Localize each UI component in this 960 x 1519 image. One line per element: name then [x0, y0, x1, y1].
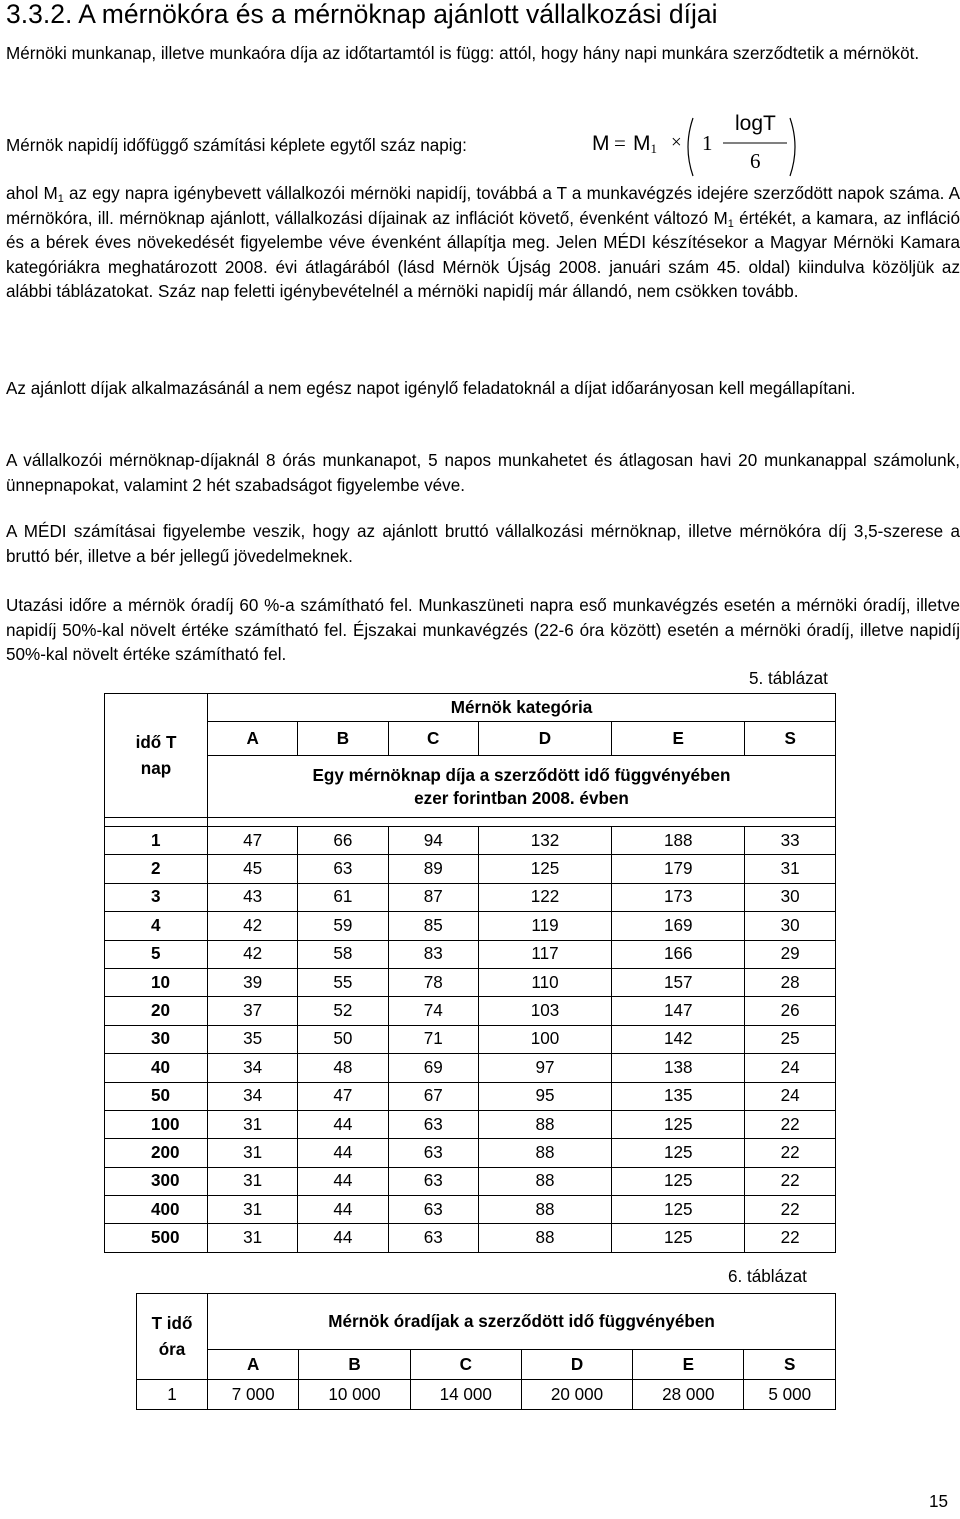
day-rate-cell: 122 — [478, 883, 611, 911]
section-heading: 3.3.2. A mérnökóra és a mérnöknap ajánlott vállalkozási díjai — [6, 0, 718, 29]
day-rate-cell: 30 — [745, 883, 836, 911]
day-rate-cell: 45 — [208, 855, 298, 883]
day-rate-cell: 169 — [612, 912, 745, 940]
day-rate-cell: 88 — [478, 1224, 611, 1252]
day-rate-cell: 88 — [478, 1139, 611, 1167]
table-row — [105, 1082, 836, 1110]
day-rate-cell: 44 — [298, 1167, 388, 1195]
time-days-header: idő T nap — [105, 694, 208, 818]
day-rate-cell: 48 — [298, 1054, 388, 1082]
prorata-paragraph: Az ajánlott díjak alkalmazásánál a nem egész napot igénylő feladatoknál a díjat időarányosan kell megállapítani. — [6, 379, 856, 398]
time-days-cell: 400 — [105, 1196, 208, 1224]
day-rate-cell: 61 — [298, 883, 388, 911]
day-rate-cell: 28 — [745, 968, 836, 996]
day-rate-cell: 59 — [298, 912, 388, 940]
day-rate-cell: 33 — [745, 827, 836, 855]
day-rate-cell: 58 — [298, 940, 388, 968]
table-row — [105, 912, 836, 940]
hourly-rate-row — [137, 1380, 836, 1410]
formula-one: 1 — [702, 131, 713, 155]
day-rate-cell: 31 — [208, 1196, 298, 1224]
time-days-cell: 500 — [105, 1224, 208, 1252]
day-rate-cell: 142 — [612, 1025, 745, 1053]
day-rate-cell: 29 — [745, 940, 836, 968]
table-row — [105, 968, 836, 996]
day-rate-cell: 44 — [298, 1224, 388, 1252]
category-b-header: B — [298, 722, 388, 756]
day-rate-cell: 157 — [612, 968, 745, 996]
day-rate-cell: 97 — [478, 1054, 611, 1082]
day-rate-cell: 88 — [478, 1196, 611, 1224]
table6-caption: 6. táblázat — [728, 1267, 807, 1286]
hourly-category-e-header: E — [633, 1350, 744, 1380]
day-rate-cell: 26 — [745, 997, 836, 1025]
hourly-category-c-header: C — [410, 1350, 521, 1380]
day-rate-cell: 44 — [298, 1196, 388, 1224]
hourly-rate-cell: 7 000 — [208, 1380, 299, 1410]
workday-paragraph: A vállalkozói mérnöknap-díjaknál 8 órás munkanapot, 5 napos munkahetet és átlagosan havi 20 munkanappal számolunk, ünnepnapokat, valamint 2 hét szabadságot figyelembe véve. — [6, 451, 960, 495]
day-rate-cell: 31 — [208, 1110, 298, 1138]
day-rate-cell: 42 — [208, 940, 298, 968]
table5-caption: 5. táblázat — [749, 669, 828, 688]
table-row — [105, 855, 836, 883]
day-rate-cell: 22 — [745, 1196, 836, 1224]
day-rate-cell: 22 — [745, 1167, 836, 1195]
table-row — [105, 1054, 836, 1082]
day-rate-cell: 67 — [388, 1082, 478, 1110]
day-rate-cell: 37 — [208, 997, 298, 1025]
day-rate-cell: 110 — [478, 968, 611, 996]
day-rate-cell: 63 — [388, 1110, 478, 1138]
formula-equals: = — [614, 131, 626, 155]
time-days-cell: 300 — [105, 1167, 208, 1195]
day-rate-cell: 35 — [208, 1025, 298, 1053]
time-days-cell: 30 — [105, 1025, 208, 1053]
day-rate-cell: 47 — [298, 1082, 388, 1110]
time-days-cell: 5 — [105, 940, 208, 968]
day-rate-cell: 24 — [745, 1082, 836, 1110]
time-days-cell: 50 — [105, 1082, 208, 1110]
time-days-cell: 20 — [105, 997, 208, 1025]
table-row — [105, 1196, 836, 1224]
hourly-rate-cell: 5 000 — [744, 1380, 836, 1410]
hourly-rate-cell: 14 000 — [410, 1380, 521, 1410]
day-rate-cell: 52 — [298, 997, 388, 1025]
day-rate-cell: 125 — [612, 1110, 745, 1138]
formula-lhs: M — [592, 132, 610, 155]
day-rate-cell: 30 — [745, 912, 836, 940]
day-rate-cell: 63 — [388, 1196, 478, 1224]
hourly-time-cell: 1 — [137, 1380, 208, 1410]
day-rate-table-body — [105, 827, 836, 1253]
surcharge-paragraph: Utazási időre a mérnök óradíj 60 %-a számítható fel. Munkaszüneti napra eső munkavégzés esetén a mérnöki óradíj, illetve napidíj 50%-kal növelt értéke számítható fel. Éjszakai munkavégzés (22-6 óra között) esetén a mérnöki óradíj, illetve napidíj 50%-kal növelt értéke számítható fel. — [6, 596, 960, 664]
day-rate-cell: 125 — [612, 1139, 745, 1167]
day-rate-cell: 94 — [388, 827, 478, 855]
day-rate-cell: 42 — [208, 912, 298, 940]
day-rate-cell: 22 — [745, 1139, 836, 1167]
day-rate-cell: 34 — [208, 1054, 298, 1082]
formula-m1: $M_1$ — [633, 132, 657, 156]
table-row — [105, 1025, 836, 1053]
day-rate-cell: 74 — [388, 997, 478, 1025]
engineer-hourly-rate-table — [136, 1293, 836, 1410]
time-days-cell: 10 — [105, 968, 208, 996]
hourly-category-d-header: D — [521, 1350, 632, 1380]
time-days-cell: 3 — [105, 883, 208, 911]
day-rate-cell: 63 — [388, 1167, 478, 1195]
day-rate-cell: 63 — [298, 855, 388, 883]
table-row — [105, 997, 836, 1025]
day-rate-cell: 31 — [208, 1224, 298, 1252]
category-header: Mérnök kategória — [208, 694, 836, 722]
day-rate-cell: 34 — [208, 1082, 298, 1110]
gross-wage-paragraph: A MÉDI számításai figyelembe veszik, hogy az ajánlott bruttó vállalkozási mérnöknap, illetve mérnökóra díj 3,5-szerese a bruttó bér, illetve a bér jellegű jövedelmeknek. — [6, 522, 960, 566]
day-rate-cell: 88 — [478, 1167, 611, 1195]
category-a-header: A — [208, 722, 298, 756]
day-rate-cell: 22 — [745, 1110, 836, 1138]
day-rate-cell: 179 — [612, 855, 745, 883]
day-rate-cell: 22 — [745, 1224, 836, 1252]
day-rate-cell: 47 — [208, 827, 298, 855]
day-rate-cell: 39 — [208, 968, 298, 996]
day-rate-subheader: Egy mérnöknap díja a szerződött idő függvényében ezer forintban 2008. évben — [208, 756, 836, 818]
hourly-category-a-header: A — [208, 1350, 299, 1380]
category-s-header: S — [745, 722, 836, 756]
day-rate-cell: 188 — [612, 827, 745, 855]
formula-numerator: logT — [735, 112, 776, 135]
time-days-cell: 200 — [105, 1139, 208, 1167]
day-rate-cell: 50 — [298, 1025, 388, 1053]
page-number: 15 — [928, 1492, 948, 1511]
day-rate-cell: 125 — [478, 855, 611, 883]
day-rate-cell: 31 — [208, 1139, 298, 1167]
day-rate-cell: 85 — [388, 912, 478, 940]
day-rate-cell: 31 — [745, 855, 836, 883]
day-rate-cell: 147 — [612, 997, 745, 1025]
explanation-paragraph: ahol $M_1$ az egy napra igénybevett vállalkozói mérnöki napidíj, továbbá a T a munkavégzés idejére szerződött napok száma. A mérnökóra, ill. mérnöknap ajánlott, vállalkozási díjainak az inflációt követő, évenként változó $M_1$ értékét, a kamara, az infláció és a bérek éves növekedését figyelembe véve évenként állapítja meg. Jelen MÉDI készítésekor a Magyar Mérnöki Kamara kategóriákra meghatározott 2008. évi átlagárából (lásd Mérnök Újság 2008. januári szám 45. oldal) kiindulva közöljük az alábbi táblázatokat. Száz nap feletti igénybevételnél a mérnöki napidíj már állandó, nem csökken tovább. — [6, 184, 960, 301]
table-row — [105, 883, 836, 911]
formula-denominator: 6 — [750, 149, 761, 173]
day-rate-cell: 103 — [478, 997, 611, 1025]
day-rate-cell: 44 — [298, 1139, 388, 1167]
day-rate-cell: 95 — [478, 1082, 611, 1110]
day-rate-cell: 43 — [208, 883, 298, 911]
hourly-rate-cell: 20 000 — [521, 1380, 632, 1410]
category-c-header: C — [388, 722, 478, 756]
day-rate-cell: 89 — [388, 855, 478, 883]
table-row — [105, 1139, 836, 1167]
time-hours-header: T idő óra — [137, 1294, 208, 1380]
day-rate-cell: 78 — [388, 968, 478, 996]
table-row — [105, 1110, 836, 1138]
hourly-category-b-header: B — [299, 1350, 410, 1380]
day-rate-cell: 71 — [388, 1025, 478, 1053]
day-rate-cell: 119 — [478, 912, 611, 940]
time-days-cell: 100 — [105, 1110, 208, 1138]
day-rate-cell: 63 — [388, 1139, 478, 1167]
table-row — [105, 1224, 836, 1252]
day-rate-cell: 125 — [612, 1224, 745, 1252]
formula-intro-text: Mérnök napidíj időfüggő számítási képlete egytől száz napig: — [6, 136, 467, 155]
hourly-category-s-header: S — [744, 1350, 836, 1380]
day-rate-cell: 125 — [612, 1196, 745, 1224]
day-rate-cell: 166 — [612, 940, 745, 968]
time-days-cell: 2 — [105, 855, 208, 883]
time-days-cell: 1 — [105, 827, 208, 855]
intro-paragraph: Mérnöki munkanap, illetve munkaóra díja az időtartamtól is függ: attól, hogy hány napi munkára szerződtetik a mérnököt. — [6, 44, 920, 63]
day-rate-cell: 132 — [478, 827, 611, 855]
time-days-cell: 40 — [105, 1054, 208, 1082]
day-rate-cell: 138 — [612, 1054, 745, 1082]
day-rate-cell: 88 — [478, 1110, 611, 1138]
category-d-header: D — [478, 722, 611, 756]
day-rate-formula — [565, 112, 805, 182]
day-rate-cell: 117 — [478, 940, 611, 968]
table-row — [105, 940, 836, 968]
day-rate-cell: 25 — [745, 1025, 836, 1053]
day-rate-cell: 69 — [388, 1054, 478, 1082]
day-rate-cell: 87 — [388, 883, 478, 911]
hourly-rate-title: Mérnök óradíjak a szerződött idő függvényében — [208, 1294, 836, 1350]
engineer-day-rate-table — [104, 693, 836, 1253]
formula-times: × — [671, 132, 682, 153]
table-row — [105, 1167, 836, 1195]
day-rate-cell: 83 — [388, 940, 478, 968]
category-e-header: E — [612, 722, 745, 756]
hourly-rate-cell: 28 000 — [633, 1380, 744, 1410]
day-rate-cell: 125 — [612, 1167, 745, 1195]
day-rate-cell: 63 — [388, 1224, 478, 1252]
day-rate-cell: 66 — [298, 827, 388, 855]
day-rate-cell: 100 — [478, 1025, 611, 1053]
day-rate-cell: 24 — [745, 1054, 836, 1082]
time-days-cell: 4 — [105, 912, 208, 940]
day-rate-cell: 31 — [208, 1167, 298, 1195]
hourly-rate-cell: 10 000 — [299, 1380, 410, 1410]
day-rate-cell: 55 — [298, 968, 388, 996]
day-rate-cell: 44 — [298, 1110, 388, 1138]
day-rate-cell: 173 — [612, 883, 745, 911]
table-row — [105, 827, 836, 855]
day-rate-cell: 135 — [612, 1082, 745, 1110]
